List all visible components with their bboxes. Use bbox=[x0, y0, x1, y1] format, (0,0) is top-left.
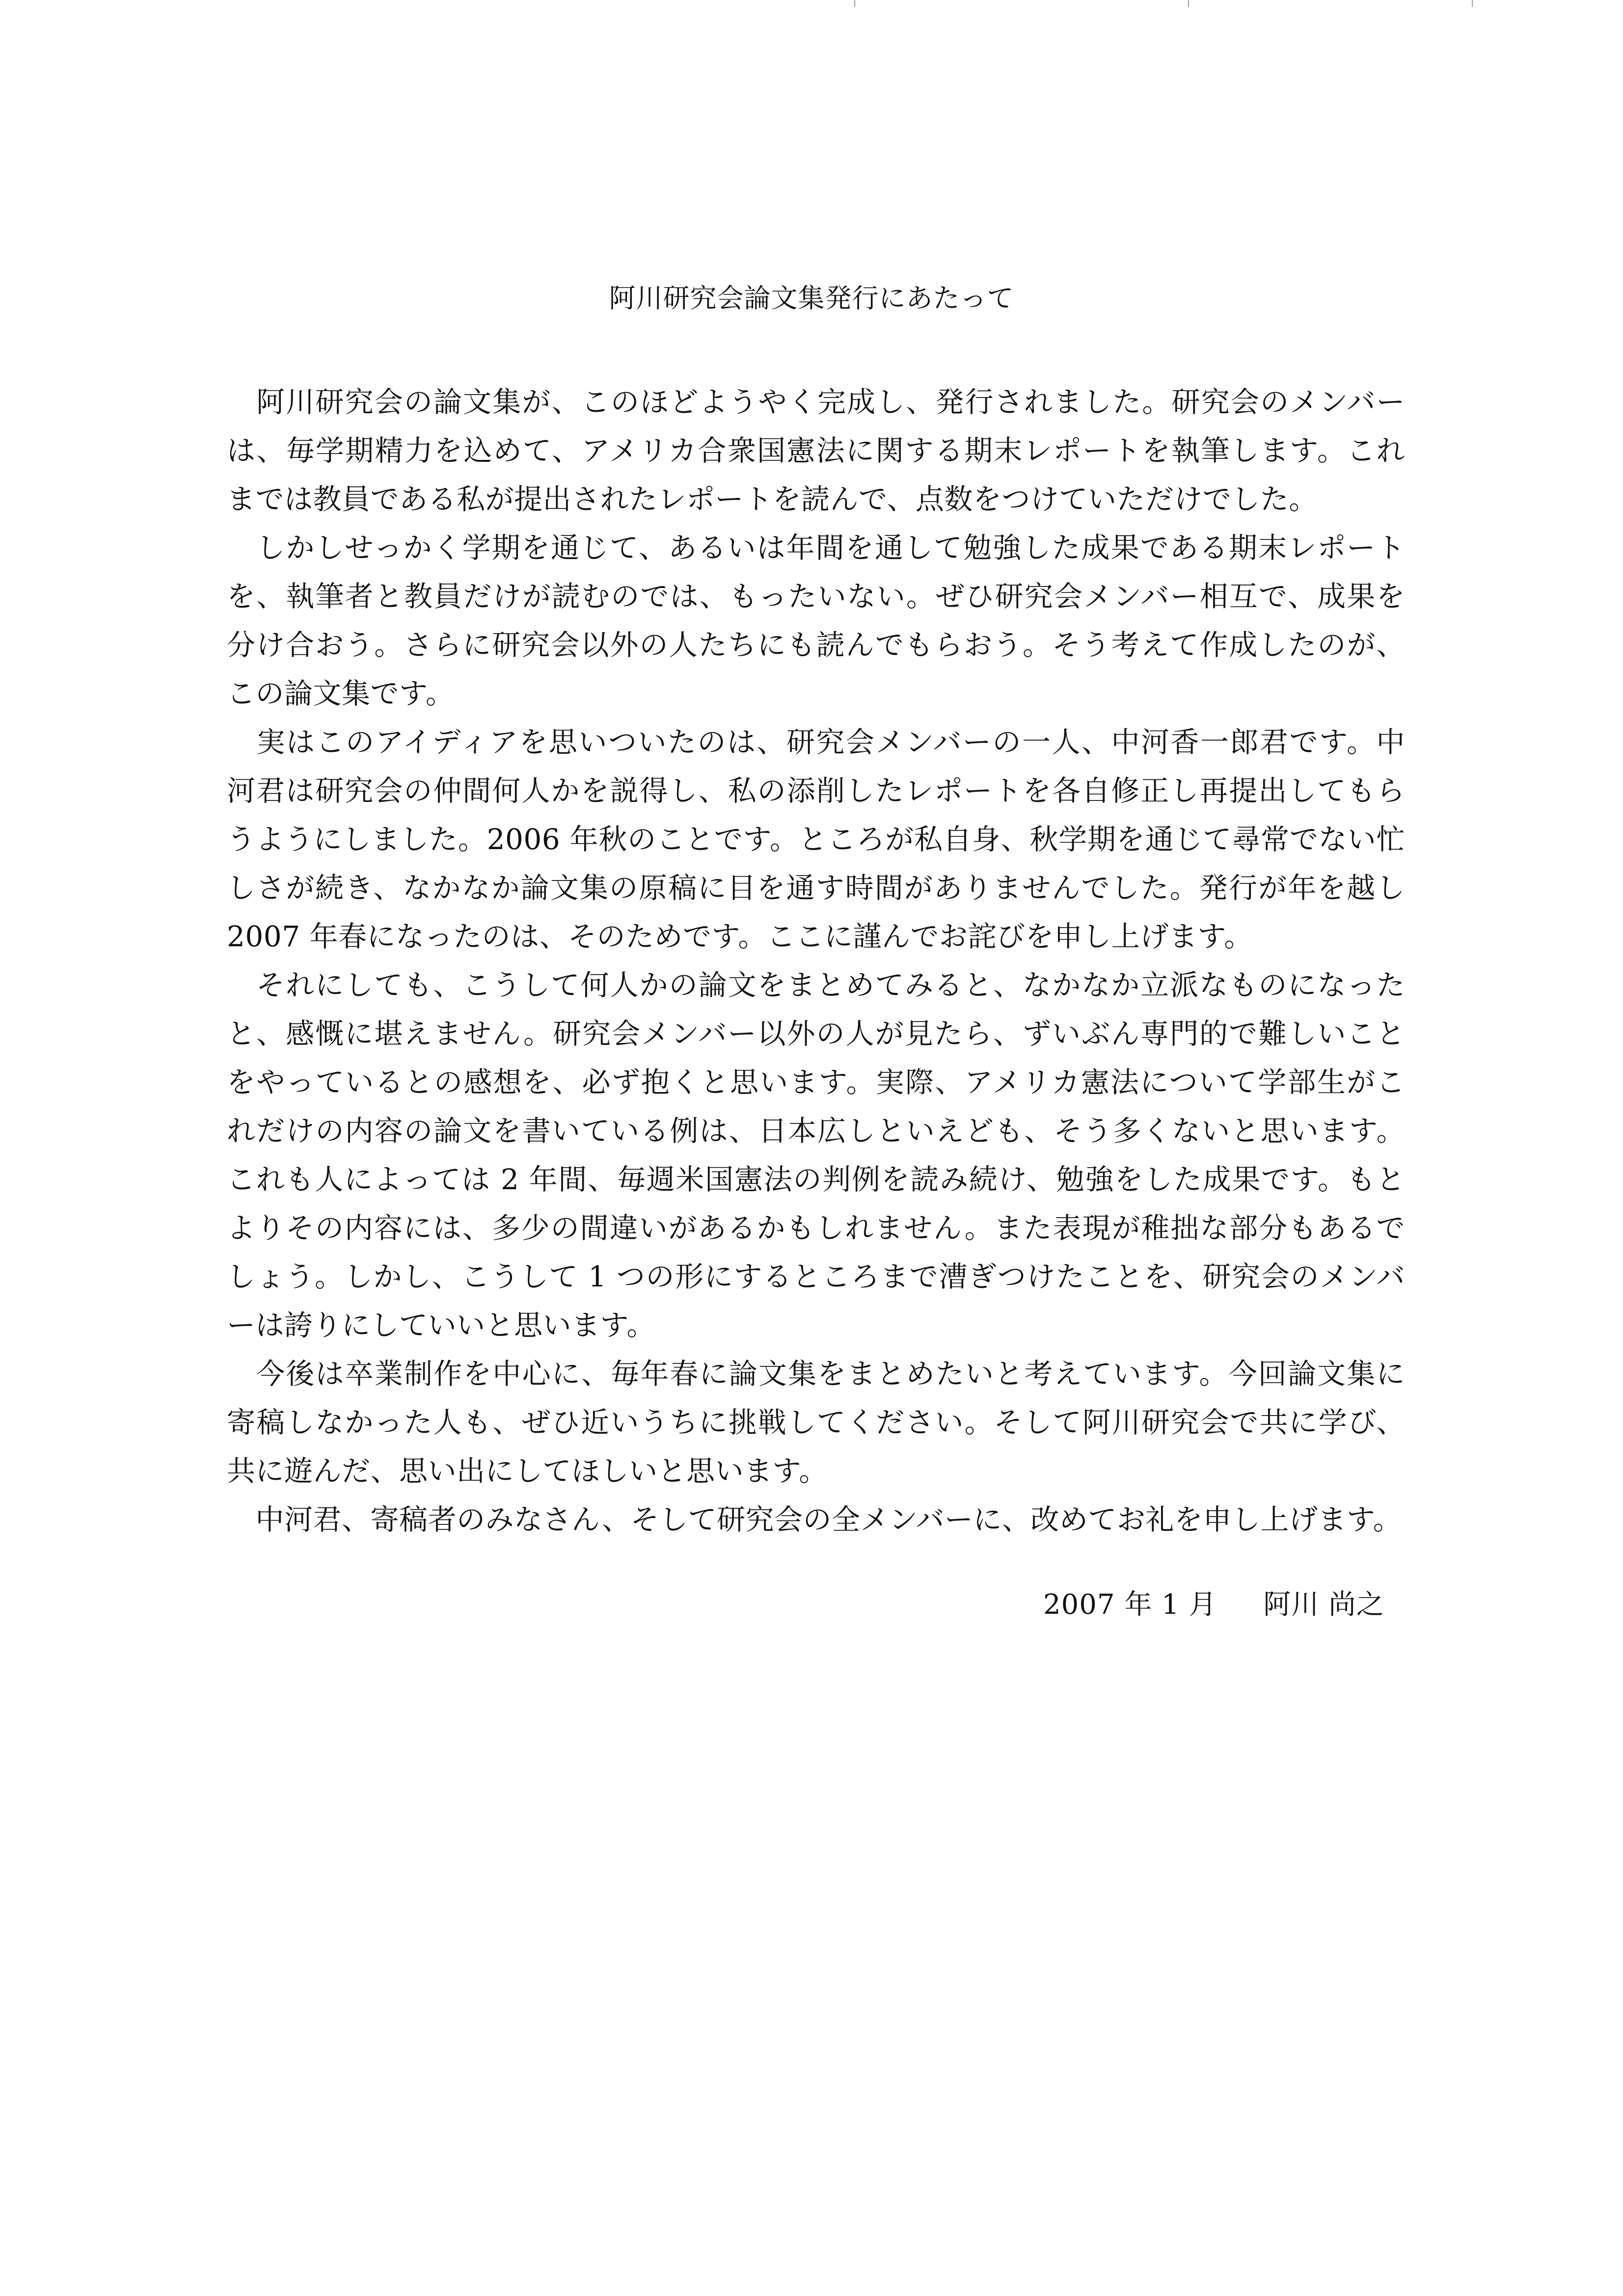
body-line: までは教員である私が提出されたレポートを読んで、点数をつけていただけでした。 bbox=[227, 482, 1318, 516]
body-line: 実はこのアイディアを思いついたのは、研究会メンバーの一人、中河香一郎君です。中 bbox=[227, 725, 1405, 759]
body-line: 阿川研究会の論文集が、このほどようやく完成し、発行されました。研究会のメンバー bbox=[227, 385, 1405, 419]
body-line: この論文集です。 bbox=[227, 677, 455, 710]
body-line: 共に遊んだ、思い出にしてほしいと思います。 bbox=[227, 1454, 828, 1488]
body-line: 寄稿しなかった人も、ぜひ近いうちに挑戦してください。そして阿川研究会で共に学び、 bbox=[227, 1406, 1405, 1439]
body-line: それにしても、こうして何人かの論文をまとめてみると、なかなか立派なものになった bbox=[227, 968, 1405, 1002]
scan-artifact-mark bbox=[1188, 0, 1189, 7]
body-line: しょう。しかし、こうして 1 つの形にするところまで漕ぎつけたことを、研究会のメンバ bbox=[227, 1260, 1405, 1293]
body-line: をやっているとの感想を、必ず抱くと思います。実際、アメリカ憲法について学部生がこ bbox=[227, 1066, 1405, 1099]
body-line: 中河君、寄稿者のみなさん、そして研究会の全メンバーに、改めてお礼を申し上げます。 bbox=[227, 1503, 1402, 1536]
body-line: を、執筆者と教員だけが読むのでは、もったいない。ぜひ研究会メンバー相互で、成果を bbox=[227, 580, 1405, 613]
signature-date: 2007 年 1 月 bbox=[1043, 1589, 1217, 1621]
body-line: うようにしました。2006 年秋のことです。ところが私自身、秋学期を通じて尋常でない忙 bbox=[227, 823, 1405, 856]
scan-artifact-mark bbox=[854, 0, 855, 7]
body-line: は、毎学期精力を込めて、アメリカ合衆国憲法に関する期末レポートを執筆します。これ bbox=[227, 434, 1405, 467]
body-line: 2007 年春になったのは、そのためです。ここに謹んでお詫びを申し上げます。 bbox=[227, 920, 1253, 953]
body-line: しかしせっかく学期を通じて、あるいは年間を通して勉強した成果である期末レポート bbox=[227, 531, 1405, 564]
body-line: よりその内容には、多少の間違いがあるかもしれません。また表現が稚拙な部分もあるで bbox=[227, 1211, 1405, 1245]
body-line: しさが続き、なかなか論文集の原稿に目を通す時間がありませんでした。発行が年を越し bbox=[227, 871, 1405, 905]
body-line: ーは誇りにしていいと思います。 bbox=[227, 1308, 655, 1342]
body-line: れだけの内容の論文を書いている例は、日本広しといえども、そう多くないと思います。 bbox=[227, 1114, 1405, 1148]
signature-author: 阿川 尚之 bbox=[1263, 1589, 1384, 1621]
body-line: 今後は卒業制作を中心に、毎年春に論文集をまとめたいと考えています。今回論文集に bbox=[227, 1357, 1405, 1390]
body-line: と、感慨に堪えません。研究会メンバー以外の人が見たら、ずいぶん専門的で難しいこと bbox=[227, 1017, 1405, 1050]
signature bbox=[1043, 1585, 1384, 1625]
document-title: 阿川研究会論文集発行にあたって bbox=[609, 283, 1014, 314]
body-line: 河君は研究会の仲間何人かを説得し、私の添削したレポートを各自修正し再提出してもら bbox=[227, 774, 1405, 807]
document-body bbox=[227, 378, 1405, 1544]
body-line: 分け合おう。さらに研究会以外の人たちにも読んでもらおう。そう考えて作成したのが、 bbox=[227, 628, 1405, 662]
scan-artifact-mark bbox=[1472, 0, 1473, 7]
signature-spacer bbox=[1226, 1589, 1254, 1621]
body-line: これも人によっては 2 年間、毎週米国憲法の判例を読み続け、勉強をした成果です。もと bbox=[227, 1163, 1405, 1196]
